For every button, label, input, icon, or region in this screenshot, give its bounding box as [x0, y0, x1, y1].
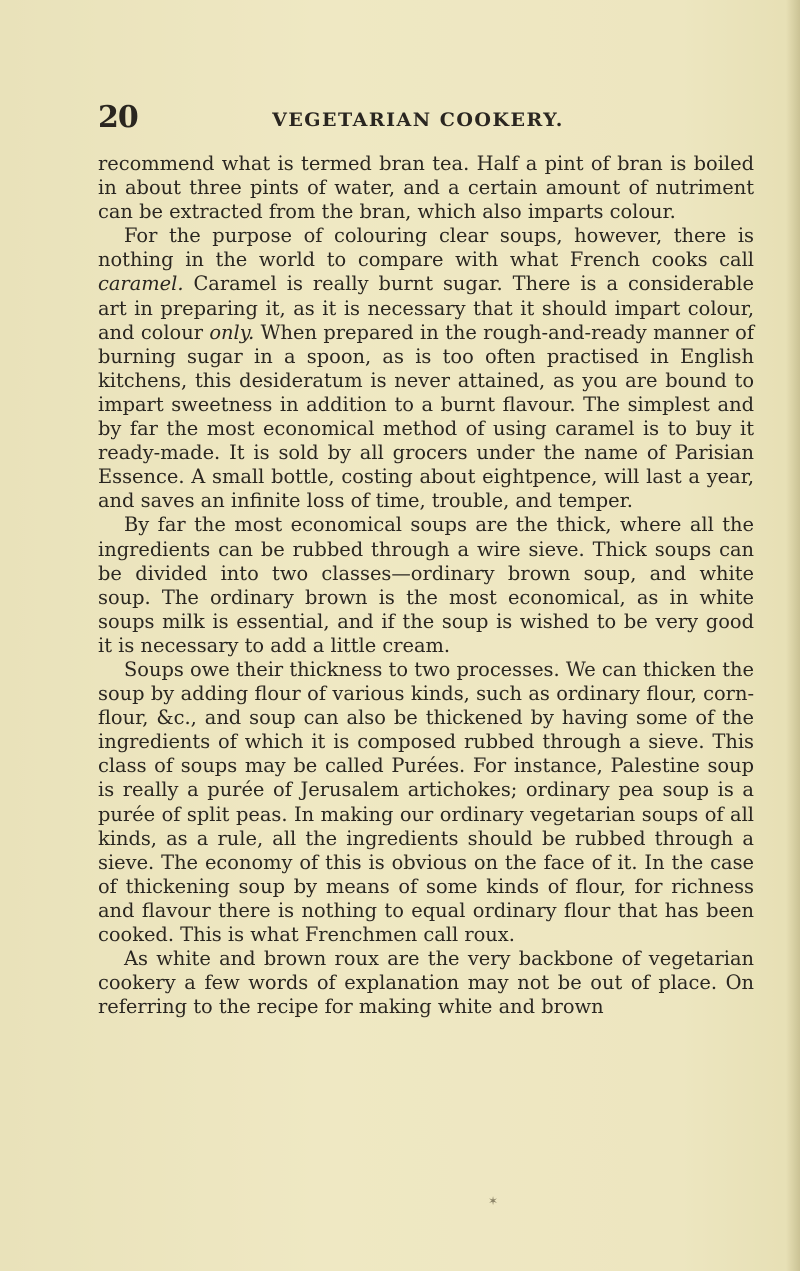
print-mark: ✶ [488, 1194, 499, 1208]
page-number: 20 [98, 100, 138, 135]
paragraph-3: By far the most economical soups are the thick, where all the ingredients can be rubbed through a wire sieve. Thick soups can be divided into two classes—ordinary brown soup, and white soup. The ordinary brown is the most economical, as in white soups milk is essential, and if the soup is wished to be very good it is necessary to add a little cream. [98, 513, 754, 657]
body-text [98, 152, 754, 1019]
paragraph-1: recommend what is termed bran tea. Half a pint of bran is boiled in about three pints of water, and a certain amount of nutriment can be extracted from the bran, which also imparts colour. [98, 152, 754, 224]
paragraph-2-part-e: When prepared in the rough-and-ready manner of burning sugar in a spoon, as is too often practised in English kitchens, this desideratum is never attained, as you are bound to impart sweetness in addition to a burnt flavour. The simplest and by far the most economical method of using caramel is to buy it ready-made. It is sold by all grocers under the name of Parisian Essence. A small bottle, costing about eightpence, will last a year, and saves an infinite loss of time, trouble, and temper. [98, 320, 754, 513]
only-emphasis: only. [209, 320, 255, 344]
caramel-term: caramel. [98, 272, 184, 296]
paragraph-5: As white and brown roux are the very backbone of vegetarian cookery a few words of explanation may not be out of place. On referring to the recipe for making white and brown [98, 947, 754, 1019]
paragraph-4: Soups owe their thickness to two processes. We can thicken the soup by adding flour of various kinds, such as ordinary flour, corn-flour, &c., and soup can also be thickened by having some of the ingredients of which it is composed rubbed through a sieve. This class of soups may be called Purées. For instance, Palestine soup is really a purée of Jerusalem artichokes; ordinary pea soup is a purée of split peas. In making our ordinary vegetarian soups of all kinds, as a rule, all the ingredients should be rubbed through a sieve. The economy of this is obvious on the face of it. In the case of thickening soup by means of some kinds of flour, for richness and flavour there is nothing to equal ordinary flour that has been cooked. This is what Frenchmen call roux. [98, 657, 754, 946]
page-header [98, 98, 738, 138]
page-edge-shadow [786, 0, 800, 1271]
running-head: VEGETARIAN COOKERY. [272, 109, 564, 131]
paragraph-2-part-a: For the purpose of colouring clear soups, however, there is nothing in the world to compare with what French cooks call [98, 224, 754, 272]
paragraph-2 [98, 224, 754, 513]
paragraph-2-part-c: Caramel is really burnt sugar. There is a considerable art in preparing it, as it is necessary that it should impart colour, and colour [98, 272, 754, 344]
